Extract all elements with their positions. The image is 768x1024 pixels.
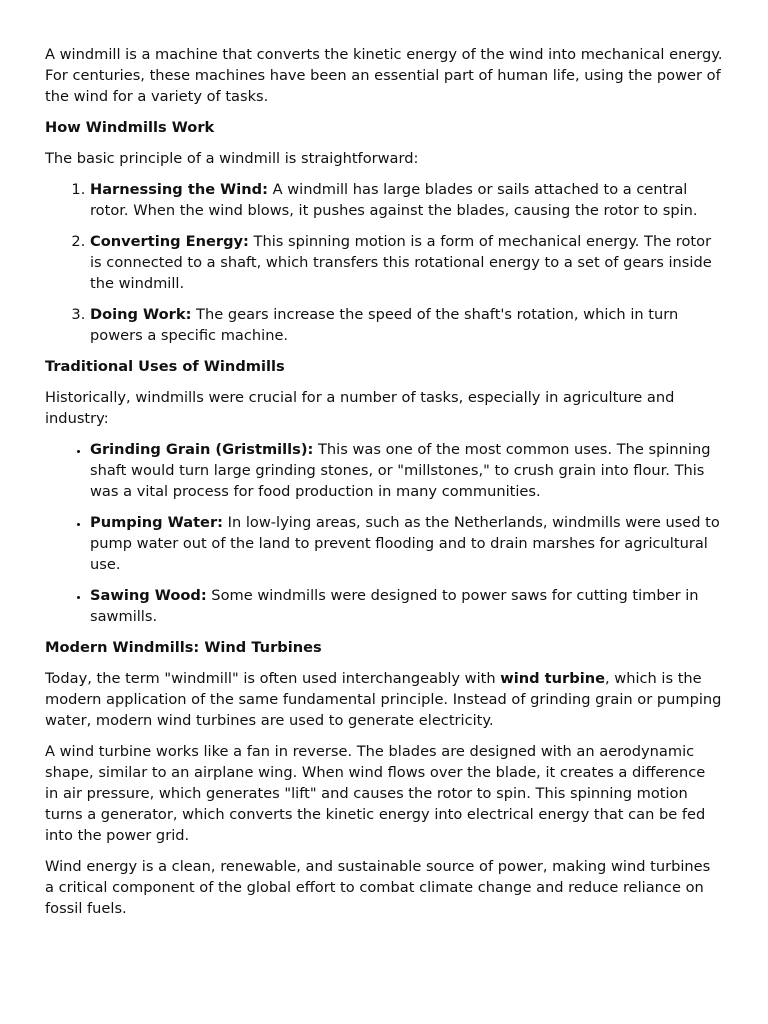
modern-p1-text-before: Today, the term "windmill" is often used interchangeably with <box>45 670 501 687</box>
list-item-text: A windmill has large blades or sails attached to a central rotor. When the wind blows, it pushes against the blades, causing the rotor to spin. <box>90 181 698 219</box>
list-item <box>90 585 723 627</box>
section-heading-how: How Windmills Work <box>45 119 215 136</box>
modern-paragraph-3: Wind energy is a clean, renewable, and sustainable source of power, making wind turbines a critical component of the global effort to combat climate change and reduce reliance on fossil fuels. <box>45 858 711 917</box>
list-item-text: In low-lying areas, such as the Netherlands, windmills were used to pump water out of the land to prevent flooding and to drain marshes for agricultural use. <box>90 514 720 573</box>
list-item-title: Grinding Grain (Gristmills): <box>90 441 314 458</box>
list-item <box>90 512 723 575</box>
how-steps-list <box>45 179 723 346</box>
list-item-title: Doing Work: <box>90 306 192 323</box>
list-item-text: This spinning motion is a form of mechanical energy. The rotor is connected to a shaft, which transfers this rotational energy to a set of gears inside the windmill. <box>90 233 712 292</box>
list-item <box>90 179 723 221</box>
intro-paragraph: A windmill is a machine that converts the kinetic energy of the wind into mechanical energy. For centuries, these machines have been an essential part of human life, using the power of the wind for a variety of tasks. <box>45 46 723 105</box>
list-item-text: This was one of the most common uses. The spinning shaft would turn large grinding stones, or "millstones," to crush grain into flour. This was a vital process for food production in many communities. <box>90 441 711 500</box>
list-item-text: Some windmills were designed to power saws for cutting timber in sawmills. <box>90 587 699 625</box>
list-item-title: Sawing Wood: <box>90 587 207 604</box>
list-item-title: Converting Energy: <box>90 233 249 250</box>
section-heading-modern: Modern Windmills: Wind Turbines <box>45 639 322 656</box>
list-item <box>90 304 723 346</box>
modern-p1-text-after: , which is the modern application of the same fundamental principle. Instead of grinding grain or pumping water, modern wind turbines are used to generate electricity. <box>45 670 722 729</box>
modern-p1-bold-term: wind turbine <box>500 670 605 687</box>
traditional-uses-list <box>45 439 723 627</box>
modern-paragraph-1 <box>45 668 723 731</box>
list-item-text: The gears increase the speed of the shaft's rotation, which in turn powers a specific machine. <box>90 306 679 344</box>
list-item <box>90 231 723 294</box>
how-lead-paragraph: The basic principle of a windmill is straightforward: <box>45 150 419 167</box>
list-item-title: Pumping Water: <box>90 514 223 531</box>
traditional-lead-paragraph: Historically, windmills were crucial for a number of tasks, especially in agriculture and industry: <box>45 389 675 427</box>
modern-paragraph-2: A wind turbine works like a fan in reverse. The blades are designed with an aerodynamic shape, similar to an airplane wing. When wind flows over the blade, it creates a difference in air pressure, which generates "lift" and causes the rotor to spin. This spinning motion turns a generator, which converts the kinetic energy into electrical energy that can be fed into the power grid. <box>45 743 706 844</box>
list-item-title: Harnessing the Wind: <box>90 181 268 198</box>
section-heading-traditional: Traditional Uses of Windmills <box>45 358 285 375</box>
list-item <box>90 439 723 502</box>
